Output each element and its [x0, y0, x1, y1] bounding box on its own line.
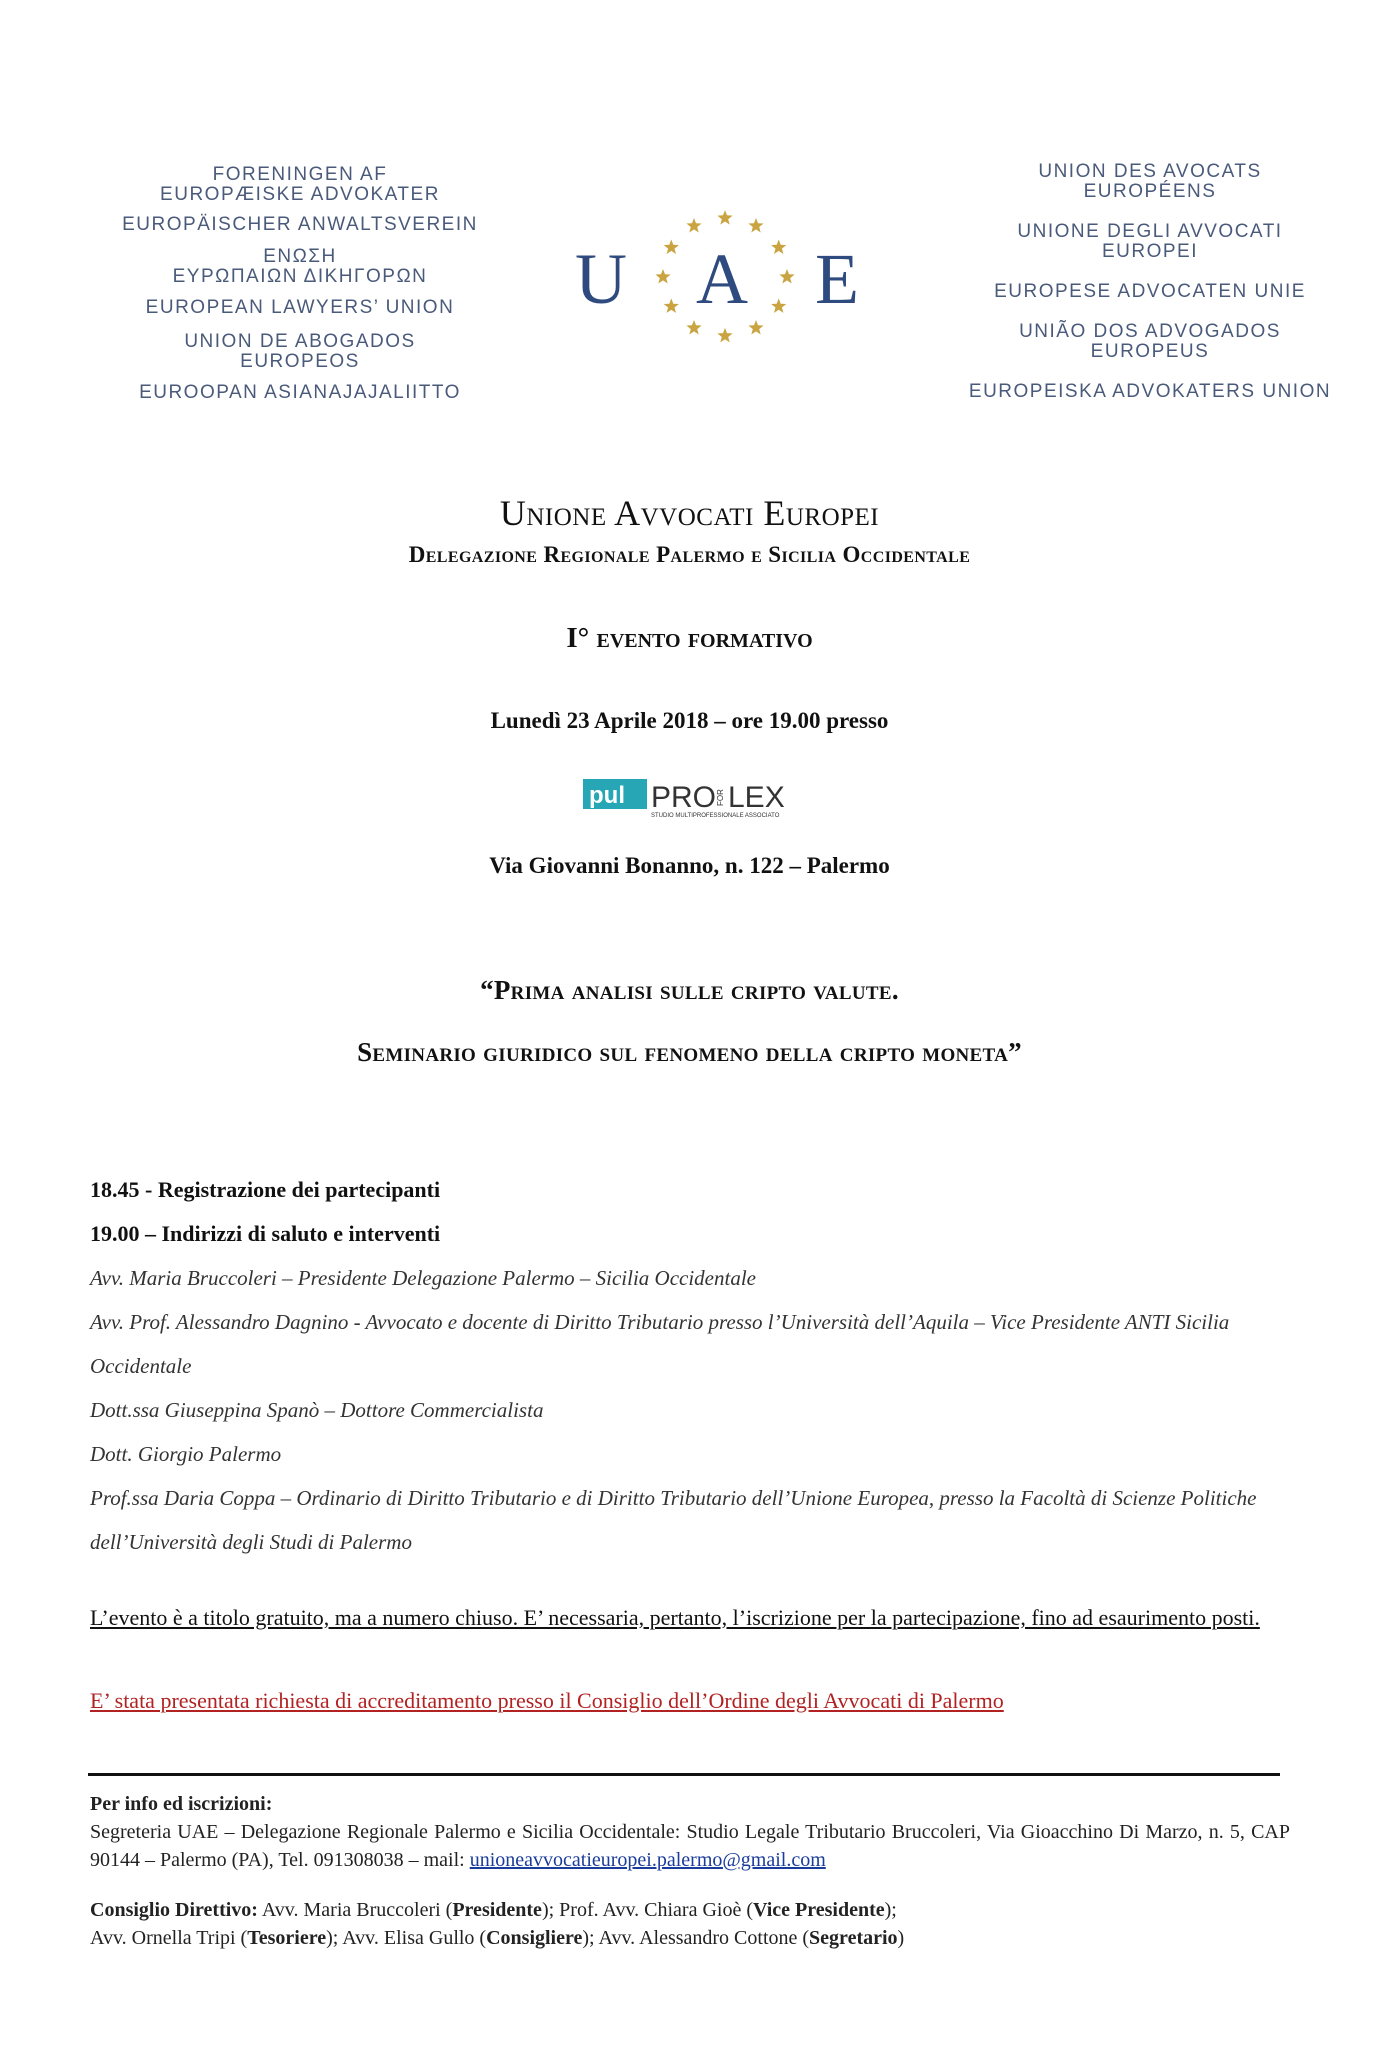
- board-member-3-end: );: [326, 1927, 343, 1949]
- program-item-registration: 18.45 - Registrazione dei partecipanti: [90, 1177, 441, 1202]
- footer-email-link[interactable]: unioneavvocatieuropei.palermo@gmail.com: [469, 1849, 826, 1871]
- proforlex-lex: LEX: [728, 781, 785, 814]
- seminar-title-line1: “Prima analisi sulle cripto valute.: [480, 975, 899, 1005]
- event-date: Lunedì 23 Aprile 2018 – ore 19.00 presso: [490, 708, 889, 733]
- proforlex-tagline: STUDIO MULTIPROFESSIONALE ASSOCIATO: [651, 813, 780, 819]
- logo-star: [664, 240, 679, 255]
- header-lang-french: UNION DES AVOCATS EUROPÉENS: [1038, 161, 1262, 202]
- proforlex-logo: [583, 775, 803, 819]
- uae-logo: [570, 205, 880, 355]
- board-member-3-name: Avv. Ornella Tripi (: [90, 1927, 248, 1949]
- page-subtitle: Delegazione Regionale Palermo e Sicilia Occidentale: [408, 542, 971, 567]
- speaker-spano: Dott.ssa Giuseppina Spanò – Dottore Commercialista: [90, 1398, 544, 1422]
- board-member-3-role: Tesoriere: [247, 1927, 327, 1949]
- logo-letter-a: A: [696, 239, 748, 319]
- header-lang-italian: UNIONE DEGLI AVVOCATI EUROPEI: [1017, 221, 1283, 262]
- board-label: Consiglio Direttivo:: [90, 1899, 258, 1921]
- header-lang-german: EUROPÄISCHER ANWALTSVEREIN: [122, 214, 478, 235]
- speaker-dagnino: Avv. Prof. Alessandro Dagnino - Avvocato e docente di Diritto Tributario presso l’Università dell’Aquila – Vice Presidente ANTI Sicilia Occidentale: [90, 1310, 1230, 1378]
- accreditation-notice: E’ stata presentata richiesta di accreditamento presso il Consiglio dell’Ordine degli Avvocati di Palermo: [90, 1688, 1004, 1713]
- footer-info: [90, 1790, 1290, 1874]
- header-lang-english: EUROPEAN LAWYERS’ UNION: [145, 297, 455, 318]
- board-member-2-name: Prof. Avv. Chiara Gioè (: [559, 1899, 754, 1921]
- logo-star: [779, 269, 794, 284]
- board-member-4-name: Avv. Elisa Gullo (: [342, 1927, 487, 1949]
- event-address: Via Giovanni Bonanno, n. 122 – Palermo: [489, 853, 890, 878]
- footer-divider: [88, 1773, 1280, 1776]
- logo-star: [686, 218, 701, 233]
- program: [90, 1168, 1280, 1564]
- logo-star: [655, 269, 670, 284]
- footer-info-body: [90, 1818, 1290, 1874]
- board-member-1-role: Presidente: [452, 1899, 542, 1921]
- proforlex-brand: PRO: [651, 781, 717, 814]
- header-lang-swedish: EUROPEISKA ADVOKATERS UNION: [968, 381, 1332, 402]
- footer-info-text: Segreteria UAE – Delegazione Regionale Palermo e Sicilia Occidentale: Studio Legale Tributario Bruccoleri, Via Gioacchino Di Marzo, n. 5, CAP 90144 – Palermo (PA), Tel. 091308038 – mail:: [90, 1821, 1290, 1871]
- board-member-2-end: );: [884, 1899, 897, 1921]
- header-lang-spanish: UNION DE ABOGADOS EUROPEOS: [184, 331, 416, 372]
- header-lang-danish: FORENINGEN AF EUROPÆISKE ADVOKATER: [160, 164, 440, 205]
- board-member-1-end: );: [541, 1899, 560, 1921]
- header-lang-portuguese: UNIÃO DOS ADVOGADOS EUROPEUS: [1019, 321, 1281, 362]
- board-member-5-name: Avv. Alessandro Cottone (: [598, 1927, 810, 1949]
- header-lang-dutch: EUROPESE ADVOCATEN UNIE: [994, 281, 1306, 302]
- logo-star: [717, 210, 732, 225]
- logo-star: [771, 240, 786, 255]
- page-title: Unione Avvocati Europei: [499, 493, 880, 533]
- speaker-palermo: Dott. Giorgio Palermo: [90, 1442, 282, 1466]
- board-member-4-role: Consigliere: [486, 1927, 583, 1949]
- program-item-greetings: 19.00 – Indirizzi di saluto e interventi: [90, 1221, 441, 1246]
- board-member-5-end: ): [897, 1927, 905, 1949]
- speaker-coppa: Prof.ssa Daria Coppa – Ordinario di Diritto Tributario e di Diritto Tributario dell’Unione Europea, presso la Facoltà di Scienze Politiche dell’Università degli Studi di Palermo: [90, 1486, 1257, 1554]
- board-member-1-name: Avv. Maria Bruccoleri (: [257, 1899, 453, 1921]
- seminar-title-line2: Seminario giuridico sul fenomeno della cripto moneta”: [357, 1037, 1022, 1067]
- event-title: I° evento formativo: [566, 622, 813, 654]
- proforlex-for: FOR: [716, 789, 725, 806]
- logo-star: [664, 299, 679, 313]
- footer-board: [90, 1896, 1290, 1952]
- board-member-2-role: Vice Presidente: [753, 1899, 885, 1921]
- logo-letter-e: E: [815, 239, 859, 319]
- logo-star: [748, 320, 763, 335]
- logo-star: [748, 218, 763, 233]
- logo-star: [771, 298, 786, 313]
- logo-letter-u: U: [575, 239, 627, 319]
- logo-star: [686, 320, 701, 335]
- speaker-bruccoleri: Avv. Maria Bruccoleri – Presidente Delegazione Palermo – Sicilia Occidentale: [90, 1266, 756, 1290]
- board-member-4-end: );: [582, 1927, 599, 1949]
- registration-notice: L’evento è a titolo gratuito, ma a numero chiuso. E’ necessaria, pertanto, l’iscrizione per la partecipazione, fino ad esaurimento posti.: [90, 1605, 1260, 1630]
- footer-info-label: Per info ed iscrizioni:: [90, 1793, 273, 1815]
- board-member-5-role: Segretario: [809, 1927, 898, 1949]
- svg-text:pul: pul: [589, 782, 625, 809]
- header-lang-greek: ΕΝΩΣΗ ΕΥΡΩΠΑΙΩΝ ΔΙΚΗΓΟΡΩΝ: [172, 246, 428, 287]
- header-lang-finnish: EUROOPAN ASIANAJAJALIITTO: [139, 382, 461, 403]
- logo-star: [717, 328, 732, 343]
